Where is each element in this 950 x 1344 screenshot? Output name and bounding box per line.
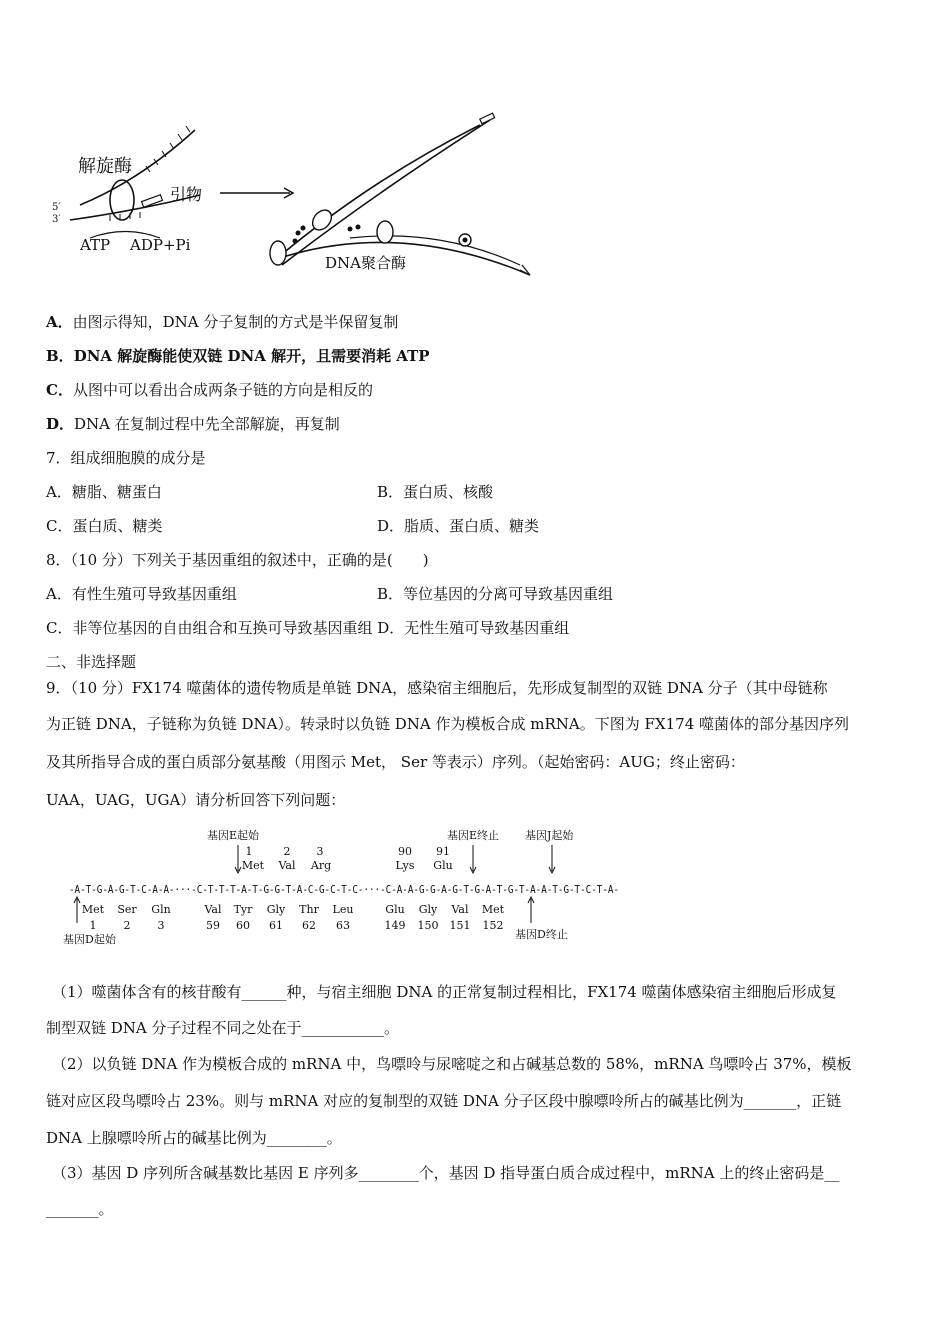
bottom-aa: Gly: [266, 903, 286, 916]
bottom-num: 60: [236, 919, 250, 932]
bottom-aa: Val: [204, 903, 222, 916]
q9-line-3: 及其所指导合成的蛋白质部分氨基酸（用图示 Met， Ser 等表示）序列。（起始密码：AUG；终止密码：: [46, 753, 745, 771]
top-num: 90: [398, 845, 412, 858]
polymerase-shape-2: [377, 221, 393, 243]
polymerase-dot: [463, 238, 468, 243]
atp-label: ATP: [80, 236, 111, 254]
bottom-num: 152: [482, 919, 504, 932]
bottom-aa: Thr: [299, 903, 319, 916]
five-prime-label: 5′: [52, 202, 61, 213]
top-num: 1: [245, 845, 253, 858]
q8-option-cd: C．非等位基因的自由组合和互换可导致基因重组 D．无性生殖可导致基因重组: [46, 619, 570, 637]
q6-option-c: C．从图中可以看出合成两条子链的方向是相反的: [46, 381, 373, 399]
q7-stem: 7．组成细胞膜的成分是: [46, 449, 206, 467]
polymerase-label: DNA聚合酶: [325, 254, 406, 272]
q6-option-b: B．DNA 解旋酶能使双链 DNA 解开，且需要消耗 ATP: [46, 347, 430, 365]
q8-stem: 8．（10 分）下列关于基因重组的叙述中，正确的是( ): [46, 551, 429, 569]
bottom-num: 1: [89, 919, 97, 932]
top-num: 3: [316, 845, 324, 858]
primer-label: 引物: [170, 185, 203, 204]
gene-e-end-label: 基因E终止: [447, 829, 500, 842]
q6-option-a: A．由图示得知，DNA 分子复制的方式是半保留复制: [46, 313, 399, 331]
helicase-shape: [110, 180, 134, 220]
subq-2-line-1: （2）以负链 DNA 作为模板合成的 mRNA 中，鸟嘌呤与尿嘧啶之和占碱基总数的 58%，mRNA 鸟嘌呤占 37%，模板: [52, 1055, 852, 1073]
top-num: 2: [283, 845, 291, 858]
subq-2-line-3: DNA 上腺嘌呤所占的碱基比例为________。: [46, 1129, 342, 1147]
subq-3-line-1: （3）基因 D 序列所含碱基数比基因 E 序列多________个，基因 D 指导蛋白质合成过程中，mRNA 上的终止密码是__: [52, 1164, 840, 1182]
top-aa: Lys: [395, 859, 415, 872]
bottom-aa: Gln: [151, 903, 171, 916]
q9-line-4: UAA，UAG，UGA）请分析回答下列问题：: [46, 791, 346, 809]
q7-option-c: C．蛋白质、糖类: [46, 517, 163, 535]
bottom-num: 3: [157, 919, 165, 932]
subq-1-line-1: （1）噬菌体含有的核苷酸有______种，与宿主细胞 DNA 的正常复制过程相比，FX174 噬菌体感染宿主细胞后形成复: [52, 983, 837, 1001]
dot: [348, 227, 353, 232]
bottom-aa: Met: [481, 903, 505, 916]
subq-2-line-2: 链对应区段鸟嘌呤占 23%。则与 mRNA 对应的复制型的双链 DNA 分子区段中腺嘌呤所占的碱基比例为_______，正链: [46, 1092, 842, 1110]
adp-label: ADP+Pi: [130, 236, 191, 254]
section-title: 二、非选择题: [46, 653, 137, 671]
gene-e-start-label: 基因E起始: [207, 829, 260, 842]
bottom-num: 59: [206, 919, 220, 932]
dot: [301, 226, 306, 231]
bottom-aa: Ser: [117, 903, 137, 916]
dna-replication-figure: [50, 110, 540, 285]
bottom-num: 2: [123, 919, 131, 932]
bottom-aa: Glu: [385, 903, 405, 916]
top-aa: Arg: [310, 859, 332, 872]
dot: [296, 231, 301, 236]
bottom-num: 61: [269, 919, 283, 932]
bottom-aa: Tyr: [233, 903, 253, 916]
dna-sequence: -A-T-G-A-G-T-C-A-A-···-C-T-T-T-A-T-G-G-T-A-C-G-C-T-C-···-C-A-A-G-G-A-G-T-G-A-T-G-T-A-A-T-G-T-C-T-A-: [69, 883, 619, 896]
helicase-shape-2: [270, 241, 286, 265]
bottom-num: 62: [302, 919, 316, 932]
top-aa: Met: [241, 859, 265, 872]
q9-line-2: 为正链 DNA，子链称为负链 DNA）。转录时以负链 DNA 作为模板合成 mRNA。下图为 FX174 噬菌体的部分基因序列: [46, 715, 850, 733]
gene-sequence-figure: [55, 825, 625, 950]
q7-option-b: B．蛋白质、核酸: [377, 483, 494, 501]
dot: [293, 239, 298, 244]
q8-option-a: A．有性生殖可导致基因重组: [46, 585, 237, 603]
q6-option-d: D．DNA 在复制过程中先全部解旋，再复制: [46, 415, 340, 433]
bottom-num: 63: [336, 919, 350, 932]
top-aa: Val: [278, 859, 296, 872]
bottom-num: 149: [384, 919, 406, 932]
gene-j-start-label: 基因J起始: [525, 829, 574, 842]
q9-line-1: 9．（10 分）FX174 噬菌体的遗传物质是单链 DNA，感染宿主细胞后，先形成复制型的双链 DNA 分子（其中母链称: [46, 679, 828, 697]
fork-strand-1: [275, 125, 480, 260]
bottom-num: 151: [449, 919, 471, 932]
dot: [356, 225, 361, 230]
bottom-aa: Met: [81, 903, 105, 916]
subq-1-line-2: 制型双链 DNA 分子过程不同之处在于___________。: [46, 1019, 400, 1037]
three-prime-label: 3′: [52, 214, 61, 225]
gene-d-start-label: 基因D起始: [63, 933, 116, 946]
q7-option-a: A．糖脂、糖蛋白: [46, 483, 162, 501]
q8-option-b: B．等位基因的分离可导致基因重组: [377, 585, 614, 603]
bottom-aa: Val: [451, 903, 469, 916]
gene-d-end-label: 基因D终止: [515, 928, 568, 941]
bottom-num: 150: [417, 919, 439, 932]
q7-option-d: D．脂质、蛋白质、糖类: [377, 517, 540, 535]
top-aa: Glu: [433, 859, 453, 872]
bottom-aa: Leu: [332, 903, 354, 916]
helicase-label: 解旋酶: [78, 156, 132, 177]
bottom-aa: Gly: [418, 903, 438, 916]
subq-3-line-2: _______。: [46, 1200, 114, 1218]
top-num: 91: [436, 845, 450, 858]
